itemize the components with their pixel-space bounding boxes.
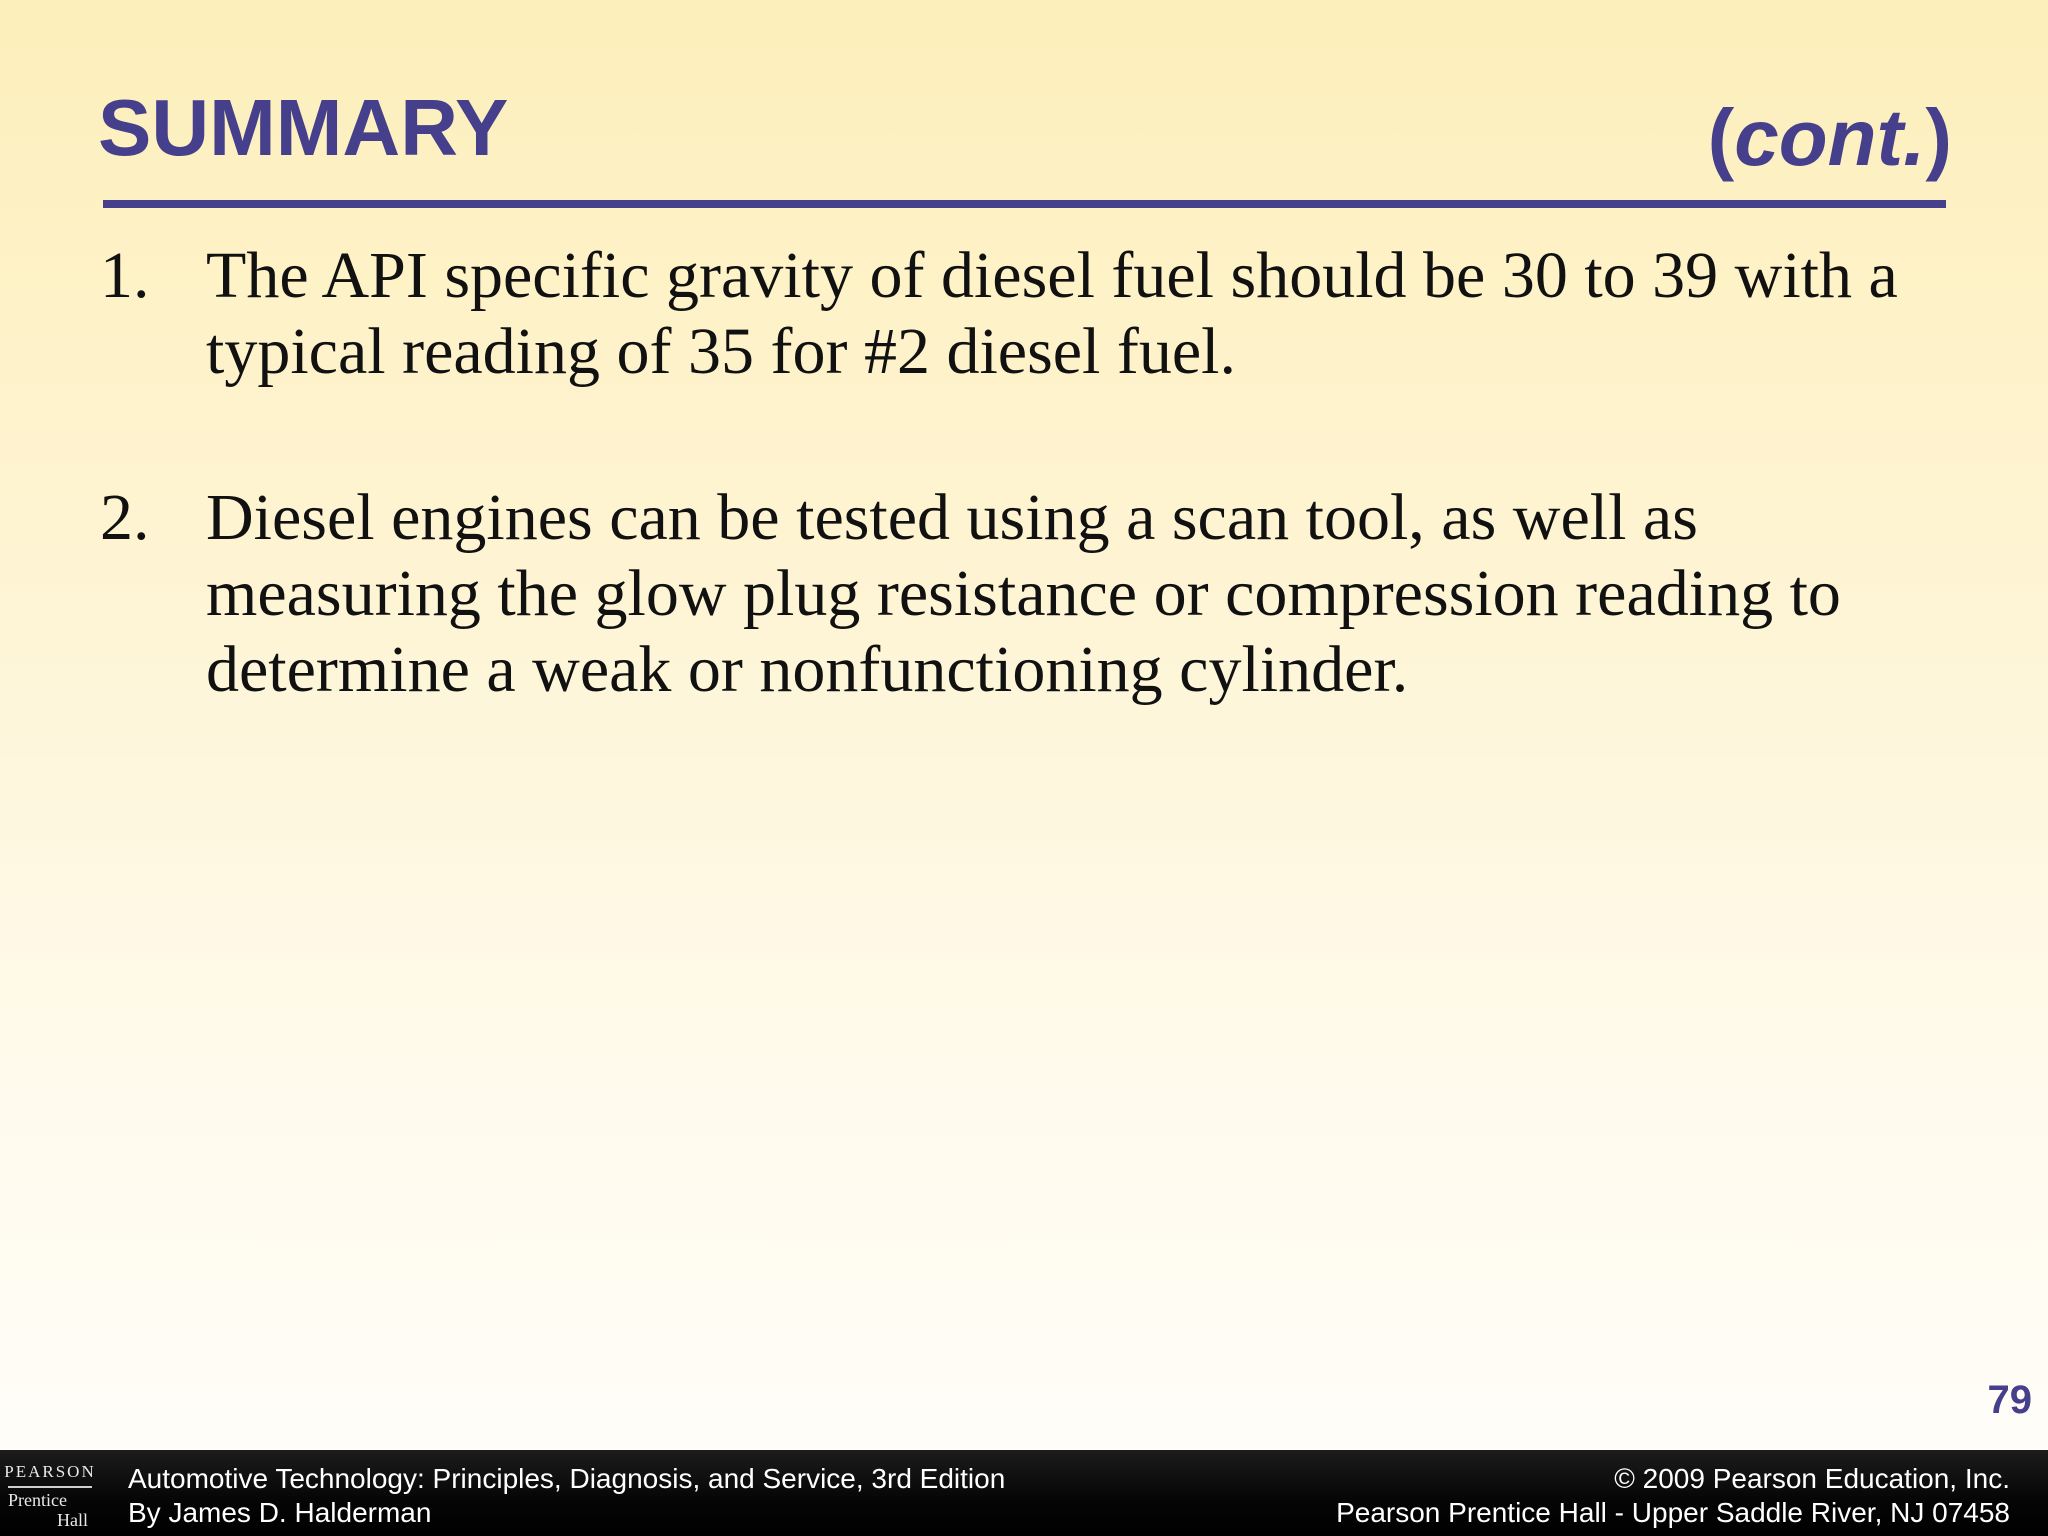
continued-close-paren: ) <box>1925 93 1952 182</box>
summary-list <box>100 238 1930 798</box>
logo-prentice: Prentice <box>8 1490 67 1510</box>
list-item-text: Diesel engines can be tested using a scan tool, as well as measuring the glow plug resistance or compression reading to determine a weak or nonfunctioning cylinder. <box>206 481 1841 706</box>
pearson-prentice-hall-logo <box>0 1460 100 1536</box>
slide-title: SUMMARY <box>98 83 509 172</box>
footer-copyright: © 2009 Pearson Education, Inc. <box>1614 1463 2010 1494</box>
footer-bar <box>0 1450 2048 1536</box>
logo-prentice-hall-text <box>8 1486 92 1530</box>
logo-pearson-text: PEARSON <box>4 1462 96 1481</box>
list-item-number: 1. <box>100 239 150 312</box>
title-divider <box>103 200 1946 208</box>
list-item <box>100 480 1930 708</box>
list-item <box>100 238 1930 390</box>
footer-book-info <box>128 1462 1005 1530</box>
page-number: 79 <box>1987 1378 2032 1422</box>
footer-publisher: Pearson Prentice Hall - Upper Saddle River, NJ 07458 <box>1336 1497 2010 1528</box>
continued-text: cont. <box>1734 93 1926 182</box>
continued-label <box>1708 90 1952 186</box>
list-item-text: The API specific gravity of diesel fuel should be 30 to 39 with a typical reading of 35 for #2 diesel fuel. <box>206 239 1898 388</box>
footer-publisher-info <box>1336 1462 2010 1530</box>
continued-open-paren: ( <box>1707 93 1735 182</box>
logo-hall: Hall <box>57 1510 88 1530</box>
list-item-number: 2. <box>100 481 150 554</box>
footer-author: By James D. Halderman <box>128 1497 432 1528</box>
footer-book-title: Automotive Technology: Principles, Diagnosis, and Service, 3rd Edition <box>128 1463 1006 1494</box>
